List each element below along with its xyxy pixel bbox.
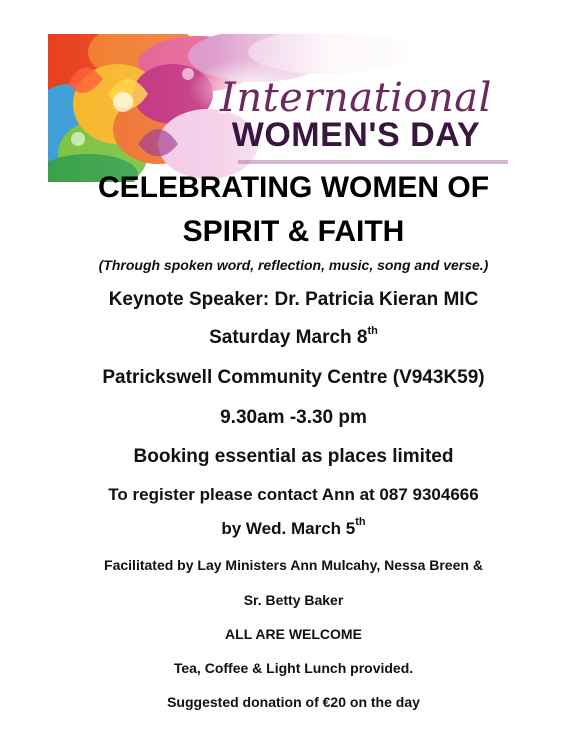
banner-divider (238, 160, 508, 164)
banner-title-text: WOMEN'S DAY (231, 116, 481, 154)
registration-deadline (0, 518, 587, 540)
event-date (0, 326, 587, 350)
event-date-suffix: th (367, 324, 378, 337)
headline-line-1: CELEBRATING WOMEN OF (97, 171, 490, 204)
event-date-text: Saturday March 8 (209, 327, 368, 348)
booking-note: Booking essential as places limited (133, 446, 454, 467)
facilitators-line-2: Sr. Betty Baker (243, 592, 344, 608)
deadline-text: by Wed. March 5 (221, 519, 356, 538)
banner-script-text: International (220, 75, 492, 121)
womens-day-banner (48, 34, 518, 182)
deadline-suffix: th (355, 516, 366, 529)
event-venue: Patrickswell Community Centre (V943K59) (102, 367, 485, 388)
event-subtitle: (Through spoken word, reflection, music, song and verse.) (98, 257, 489, 273)
registration-contact: To register please contact Ann at 087 9304666 (108, 485, 479, 504)
facilitators-line-1: Facilitated by Lay Ministers Ann Mulcahy, Nessa Breen & (104, 557, 483, 573)
welcome-note: ALL ARE WELCOME (225, 626, 362, 642)
headline-line-2: SPIRIT & FAITH (182, 215, 405, 248)
donation-note: Suggested donation of €20 on the day (167, 694, 420, 710)
event-time: 9.30am -3.30 pm (220, 407, 367, 428)
keynote-speaker: Keynote Speaker: Dr. Patricia Kieran MIC (108, 289, 479, 310)
refreshments-note: Tea, Coffee & Light Lunch provided. (173, 660, 414, 676)
